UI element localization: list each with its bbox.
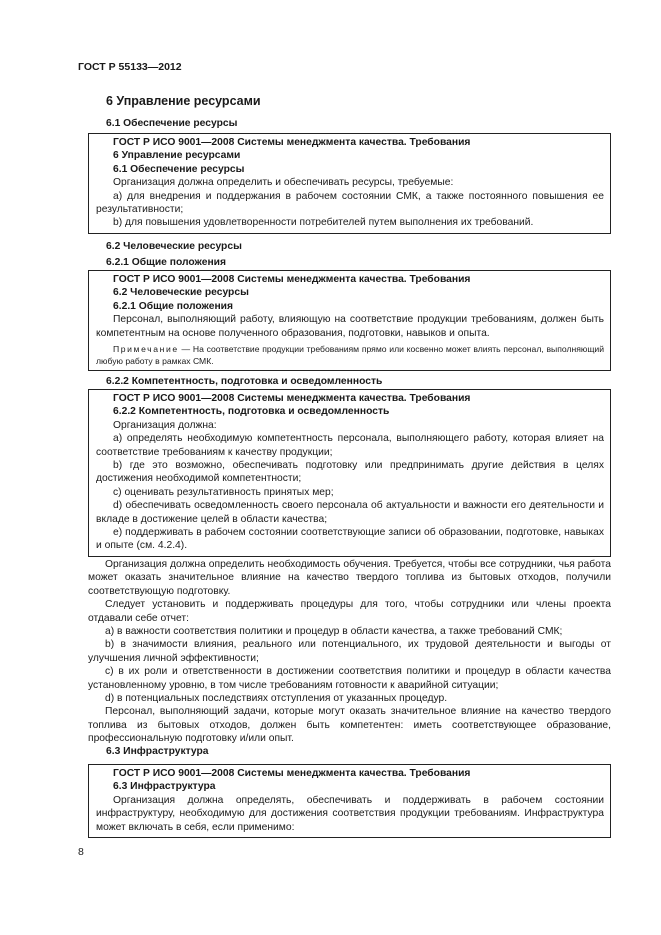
heading-6-2: 6.2 Человеческие ресурсы (106, 241, 242, 252)
body-paragraph: Организация должна определить необходимость обучения. Требуется, чтобы все сотрудники, чья работа может оказать значительное влияние на качество твердого топлива из бытовых отходов, получили соответствующую подготовку. (88, 559, 611, 597)
quote-paragraph: b) для повышения удовлетворенности потребителей путем выполнения их требований. (113, 217, 534, 229)
heading-6-3: 6.3 Инфраструктура (106, 746, 209, 757)
quote-heading: 6.3 Инфраструктура (113, 781, 216, 793)
quote-heading: 6.2 Человеческие ресурсы (113, 287, 249, 299)
body-paragraph: Персонал, выполняющий задачи, которые могут оказать значительное влияние на качество твердого топлива из бытовых отходов, должен быть компетентен: иметь соответствующее образование, профессиональную подготовку и/или опыт. (88, 706, 611, 745)
quote-standard-title: ГОСТ Р ИСО 9001—2008 Системы менеджмента качества. Требования (113, 137, 471, 148)
quote-paragraph: d) обеспечивать осведомленность своего персонала об актуальности и важности его деятельности и вкладе в достижение целей в области качества; (96, 500, 604, 525)
quote-standard-title: ГОСТ Р ИСО 9001—2008 Системы менеджмента качества. Требования (113, 768, 471, 779)
body-paragraph: Следует установить и поддерживать процедуры для того, чтобы сотрудники или члены проекта отдавали себе отчет: (88, 599, 611, 624)
heading-6-1: 6.1 Обеспечение ресурсы (106, 118, 238, 129)
quote-standard-title: ГОСТ Р ИСО 9001—2008 Системы менеджмента качества. Требования (113, 274, 471, 285)
quote-box-6-2-1 (88, 270, 611, 371)
body-paragraph: b) в значимости влияния, реального или потенциального, их трудовой деятельности и выгоды от улучшения личной эффективности; (88, 639, 611, 664)
quote-subheading: 6.1 Обеспечение ресурсы (113, 163, 245, 175)
quote-box-6-2-2 (88, 389, 611, 557)
body-paragraph: с) в их роли и ответственности в достижении соответствия политики и процедур в области качества установленному уровню, в том числе требованиям готовности к аварийной ситуации; (88, 666, 611, 691)
quote-subheading: 6.2.1 Общие положения (113, 300, 233, 312)
note-text: — На соответствие продукции требованиям прямо или косвенно может влиять персонал, выполняющий любую работу в рамках СМК. (96, 344, 604, 367)
quote-box-6-1 (88, 133, 611, 234)
note-label: Примечание (113, 344, 179, 355)
quote-paragraph: а) определять необходимую компетентность персонала, выполняющего работу, которая влияет на соответствие требованиям к качеству продукции; (96, 433, 604, 458)
section-title: 6 Управление ресурсами (106, 94, 261, 108)
page-number: 8 (78, 846, 84, 858)
quote-paragraph: Персонал, выполняющий работу, влияющую на соответствие продукции требованиям, должен быть компетентным на основе полученного образования, подготовки, навыков и опыта. (96, 314, 604, 339)
quote-paragraph: а) для внедрения и поддержания в рабочем состоянии СМК, а также постоянного повышения ее результативности; (96, 190, 604, 216)
quote-paragraph: b) где это возможно, обеспечивать подготовку или предпринимать другие действия в целях достижения необходимой компетентности; (96, 460, 604, 485)
body-paragraph: а) в важности соответствия политики и процедур в области качества, а также требований СМК; (105, 626, 563, 638)
quote-paragraph: е) поддерживать в рабочем состоянии соответствующие записи об образовании, подготовке, навыках и опыте (см. 4.2.4). (96, 527, 604, 552)
quote-heading: 6 Управление ресурсами (113, 150, 241, 162)
body-text-6-2-2 (88, 558, 611, 746)
quote-paragraph: Организация должна: (113, 419, 217, 431)
quote-paragraph: Организация должна определить и обеспечивать ресурсы, требуемые: (113, 177, 454, 189)
body-paragraph: d) в потенциальных последствиях отступления от указанных процедур. (105, 693, 448, 705)
heading-6-2-2: 6.2.2 Компетентность, подготовка и осведомленность (106, 376, 383, 387)
document-code: ГОСТ Р 55133—2012 (78, 61, 182, 73)
heading-6-2-1: 6.2.1 Общие положения (106, 257, 226, 268)
quote-standard-title: ГОСТ Р ИСО 9001—2008 Системы менеджмента качества. Требования (113, 393, 471, 404)
quote-box-6-3 (88, 764, 611, 838)
quote-paragraph: с) оценивать результативность принятых мер; (113, 486, 334, 498)
quote-heading: 6.2.2 Компетентность, подготовка и осведомленность (113, 406, 390, 418)
note (96, 343, 604, 367)
quote-paragraph: Организация должна определять, обеспечивать и поддерживать в рабочем состоянии инфраструктуру, необходимую для достижения соответствия продукции требованиям. Инфраструктура может включать в себя, если применимо: (96, 794, 604, 833)
